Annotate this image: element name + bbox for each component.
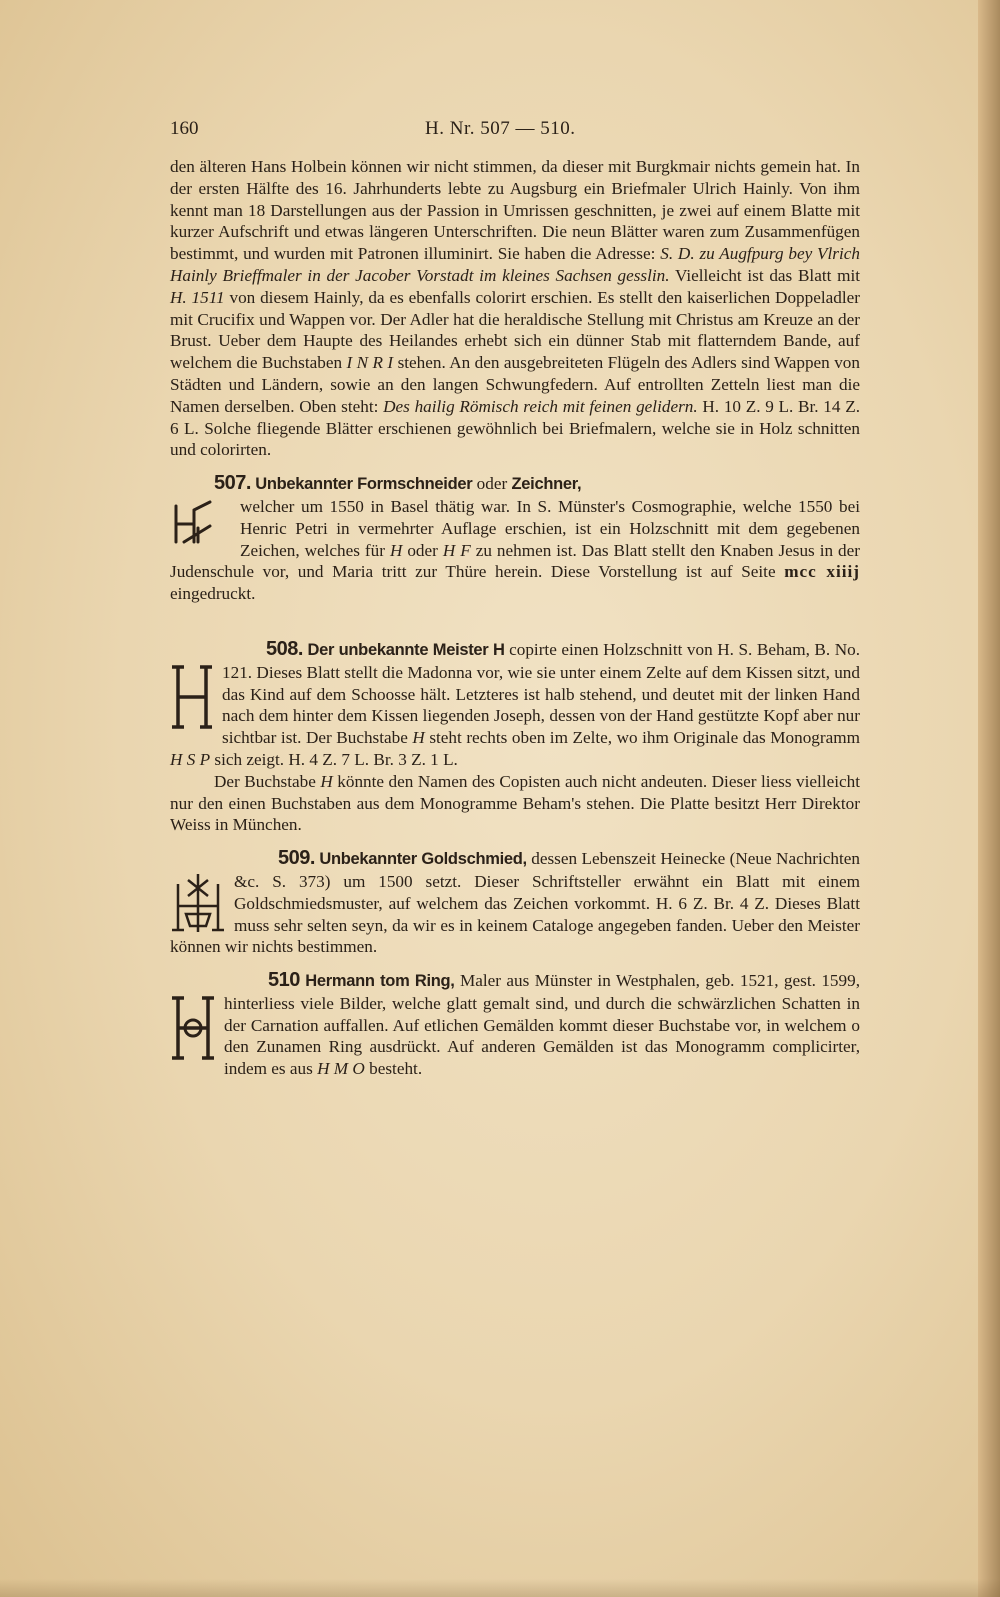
hm-ring-monogram-icon xyxy=(170,992,216,1062)
text-run: dessen Lebenszeit Heinecke (Neue Nachrichten &c. S. 373) um 1500 setzt. Dieser Schriftsteller erwähnt ein Blatt mit einem Goldschmiedsmuster, auf welchem das Zeichen vorkommt. H. 6 Z. Br. 4 Z. Dieses Blatt muss sehr selten seyn, da wir es in keinem Cataloge angegeben fanden. Ueber den Meister können wir nichts bestimmen. xyxy=(170,849,861,957)
letter-italic: H xyxy=(320,771,333,791)
entry-name: Unbekannter Goldschmied, xyxy=(319,850,527,869)
text-run: copirte einen Holzschnitt von H. S. Beham, B. No. 121. Dieses Blatt stellt die Madonna vor, wie sie unter einem Zelte auf dem Kissen sitzt, und das Kind auf dem Schoosse hält. Letzteres ist halb stehend, und deutet mit der linken Hand nach dem hinter dem Kissen liegenden Joseph, dessen von der Hand gestützte Kopf aber nur sichtbar ist. Der Buchstabe xyxy=(222,639,861,748)
entry-name: Unbekannter Formschneider xyxy=(255,475,473,494)
entry-510 xyxy=(170,970,860,1080)
inri-italic: I N R I xyxy=(346,353,394,373)
entry-number: 510 xyxy=(268,969,300,992)
h-monogram-icon xyxy=(170,661,214,731)
entry-name: Der unbekannte Meister H xyxy=(307,640,505,659)
hf-monogram-icon xyxy=(170,498,232,546)
monogram-ref-italic: H. 1511 xyxy=(170,287,225,307)
entry-510-text xyxy=(170,970,860,1080)
text-run: oder xyxy=(402,540,443,560)
text-run: könnte den Namen des Copisten auch nicht andeuten. Dieser liess vielleicht nur den einen Buchstaben aus dem Monogramme Beham's stehen. Die Platte besitzt Herr Direktor Weiss in München. xyxy=(170,771,860,835)
book-page xyxy=(170,118,860,1080)
text-run: sich zeigt. H. 4 Z. 7 L. Br. 3 Z. 1 L. xyxy=(210,749,458,769)
text-run: welcher um 1550 in Basel thätig war. In S. Münster's Cosmographie, welche 1550 bei Henric Petri in vermehrter Auflage erschien, ist ein Holzschnitt mit dem gegebenen Zeichen, welches für xyxy=(240,496,860,560)
entry-507-body xyxy=(170,496,860,605)
text-run: stehen. An den ausgebreiteten Flügeln des Adlers sind Wappen von Städten und Ländern, sowie an den langen Schwungfedern. Auf entrollten Zetteln liest man die Namen derselben. Oben steht: xyxy=(170,353,860,416)
running-title: H. Nr. 507 — 510. xyxy=(425,118,576,139)
page-header xyxy=(170,118,860,148)
page-edge-shadow xyxy=(978,0,1000,1597)
text-run: H. 10 Z. 9 L. Br. 14 Z. 6 L. Solche fliegende Blätter erschienen gewöhnlich bei Briefmalern, welche sie in Holz schnitten und colorirten. xyxy=(170,396,861,460)
monogram-italic: H S P xyxy=(170,749,211,769)
blackletter-page-ref: mcc xiiij xyxy=(784,562,861,582)
text-run: eingedruckt. xyxy=(170,584,256,604)
entry-name: Zeichner, xyxy=(511,475,582,494)
entry-509-text xyxy=(170,848,860,958)
entry-number: 509. xyxy=(278,847,315,870)
page-bottom-shadow xyxy=(0,1579,1000,1597)
text-run: den älteren Hans Holbein können wir nicht stimmen, da dieser mit Burgkmair nichts gemein hat. In der ersten Hälfte des 16. Jahrhunderts lebte zu Augsburg ein Briefmaler Ulrich Hainly. Von ihm kennt man 18 Darstellungen aus der Passion in Umrissen geschnitten, je zwei auf einem Blatte mit kurzer Aufschrift und etwas längeren Unterschriften. Die neun Blätter waren zum Zusammenfügen bestimmt, und wurden mit Patronen illuminirt. Sie haben die Adresse: xyxy=(170,157,860,264)
text-run: oder xyxy=(472,474,512,494)
text-run: Der Buchstabe xyxy=(214,771,321,791)
entry-number: 507. xyxy=(214,472,251,495)
goldsmith-monogram-icon xyxy=(170,870,226,936)
letter-italic: H xyxy=(389,540,403,560)
entry-507-continuation xyxy=(170,496,860,605)
text-run: steht rechts oben im Zelte, wo ihm Originale das Monogramm xyxy=(424,728,860,748)
page-number: 160 xyxy=(170,118,199,139)
entry-507-text xyxy=(170,473,860,496)
intro-paragraph xyxy=(170,156,860,461)
entry-507 xyxy=(170,473,860,496)
text-run: zu nehmen ist. Das Blatt stellt den Knaben Jesus in der Judenschule vor, und Maria tritt zur Thüre herein. Diese Vorstellung ist auf Seite xyxy=(170,540,860,582)
monogram-italic: H M O xyxy=(317,1059,365,1079)
text-run: Maler aus Münster in Westphalen, geb. 1521, gest. 1599, hinterliess viele Bilder, welche glatt gemalt sind, und durch die schwärzlichen Schatten in der Carnation auffallen. Auf etlichen Gemälden kommt dieser Buchstabe vor, in welchem o den Zunamen Ring ausdrückt. Auf anderen Gemälden ist das Monogramm complicirter, indem es aus xyxy=(224,971,860,1079)
text-run: von diesem Hainly, da es ebenfalls colorirt erschien. Es stellt den kaiserlichen Doppeladler mit Crucifix und Wappen vor. Der Adler hat die heraldische Stellung mit Christus am Kreuze an der Brust. Ueber dem Haupte des Heilandes erhebt sich ein dünner Stab mit flatterndem Bande, auf welchem die Buchstaben xyxy=(170,287,860,373)
monogram-italic: H F xyxy=(442,540,471,560)
letter-italic: H xyxy=(412,728,425,748)
text-run: besteht. xyxy=(364,1059,423,1079)
inscription-italic: Des hailig Römisch reich mit feinen gelidern. xyxy=(383,396,698,416)
entry-name: Hermann tom Ring, xyxy=(305,972,455,991)
address-italic: S. D. zu Augfpurg bey Vlrich Hainly Brieffmaler in der Jacober Vorstadt im kleines Sachsen gesslin. xyxy=(170,244,860,285)
entry-509 xyxy=(170,848,860,958)
entry-508-paragraph-2 xyxy=(170,771,860,836)
entry-number: 508. xyxy=(266,637,303,660)
entry-508 xyxy=(170,639,860,836)
text-run: Vielleicht ist das Blatt mit xyxy=(669,265,860,285)
entry-508-text xyxy=(170,639,860,771)
